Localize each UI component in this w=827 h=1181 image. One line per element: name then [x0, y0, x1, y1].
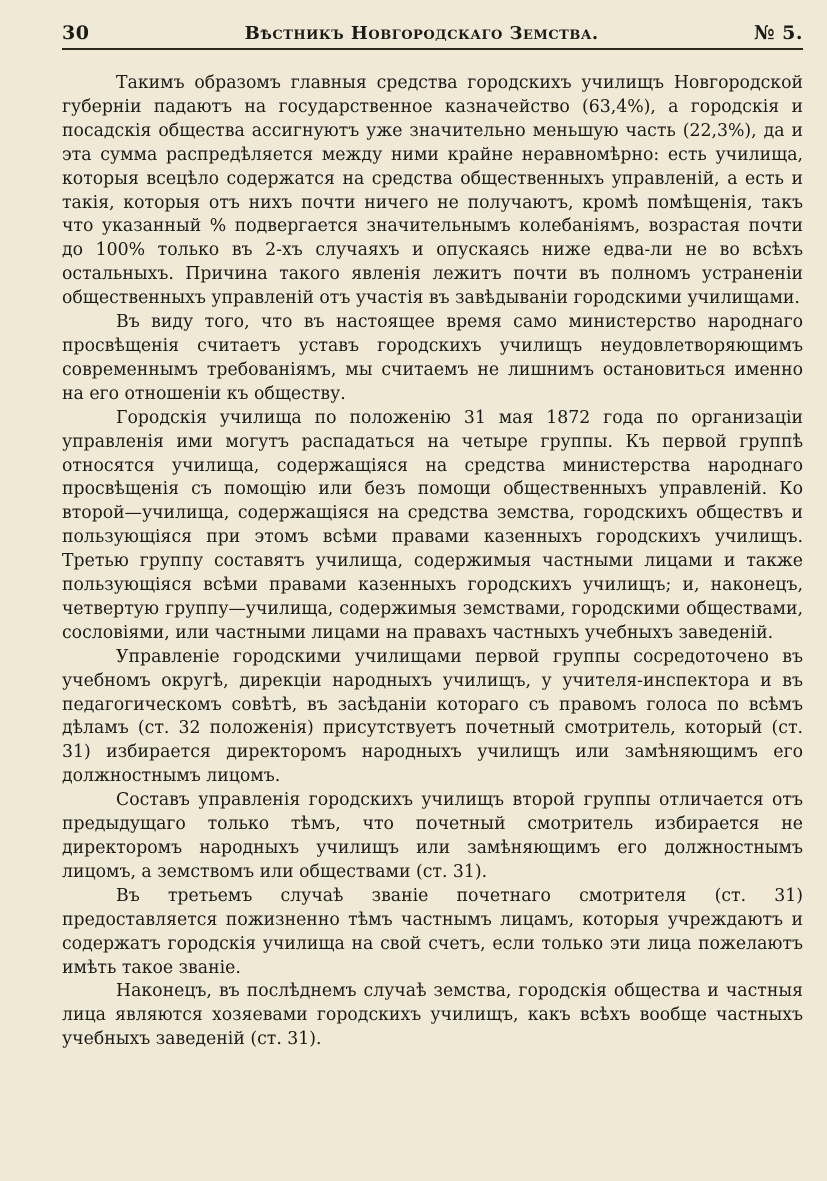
paragraph: Въ виду того, что въ настоящее время само министерство народнаго просвѣщенія считаетъ уставъ городскихъ училищъ неудовлетворяющимъ современнымъ требованіямъ, мы считаемъ не лишнимъ остановиться именно на его отношеніи къ обществу. — [62, 312, 803, 404]
paragraph: Составъ управленія городскихъ училищъ второй группы отличается отъ предыдущаго только тѣмъ, что почетный смотритель избирается не директоромъ народныхъ училищъ или замѣняющимъ его должностнымъ лицомъ, а земствомъ или обществами (ст. 31). — [62, 790, 803, 882]
paragraph: Такимъ образомъ главныя средства городскихъ училищъ Новгородской губерніи падаютъ на государственное казначейство (63,4%), а городскія и посадскія общества ассигнуютъ уже значительно меньшую часть (22,3%), да и эта сумма распредѣляется между ними крайне неравномѣрно: есть училища, которыя всецѣло содержатся на средства общественныхъ управленій, а есть и такія, которыя отъ нихъ почти ничего не получаютъ, кромѣ помѣщенія, такъ что указанный % подвергается значительнымъ колебаніямъ, возрастая почти до 100% только въ 2-хъ случаяхъ и опускаясь ниже едва-ли не во всѣхъ остальныхъ. Причина такого явленія лежитъ почти въ полномъ устраненіи общественныхъ управленій отъ участія въ завѣдываніи городскими училищами. — [62, 73, 803, 309]
journal-title: Вѣстникъ Новгородскаго Земства. — [244, 23, 599, 44]
paragraph: Наконецъ, въ послѣднемъ случаѣ земства, городскія общества и частныя лица являются хозяевами городскихъ училищъ, какъ всѣхъ вообще частныхъ учебныхъ заведеній (ст. 31). — [62, 981, 803, 1050]
issue-number: № 5. — [753, 22, 803, 44]
article-body — [62, 72, 803, 1052]
running-header — [62, 22, 803, 50]
paragraph: Въ третьемъ случаѣ званіе почетнаго смотрителя (ст. 31) предоставляется пожизненно тѣмъ частнымъ лицамъ, которыя учреждаютъ и содержатъ городскія училища на свой счетъ, если только эти лица пожелаютъ имѣть такое званіе. — [62, 885, 803, 978]
page-number: 30 — [62, 22, 90, 44]
paragraph: Городскія училища по положенію 31 мая 1872 года по организаціи управленія ими могутъ распадаться на четыре группы. Къ первой группѣ относятся училища, содержащіяся на средства министерства народнаго просвѣщенія съ помощію или безъ помощи общественныхъ управленій. Ко второй—училища, содержащіяся на средства земства, городскихъ обществъ и пользующіяся при этомъ всѣми правами казенныхъ городскихъ училищъ. Третью группу составятъ училища, содержимыя частными лицами и также пользующіяся всѣми правами казенныхъ городскихъ училищъ; и, наконецъ, четвертую группу—училища, содержимыя земствами, городскими обществами, сословіями, или частными лицами на правахъ частныхъ учебныхъ заведеній. — [62, 407, 803, 643]
paragraph: Управленіе городскими училищами первой группы сосредоточено въ учебномъ округѣ, дирекціи народныхъ училищъ, у учителя-инспектора и въ педагогическомъ совѣтѣ, въ засѣданіи котораго съ правомъ голоса по всѣмъ дѣламъ (ст. 32 положенія) присутствуетъ почетный смотритель, который (ст. 31) избирается директоромъ народныхъ училищъ или замѣняющимъ его должностнымъ лицомъ. — [62, 646, 803, 787]
